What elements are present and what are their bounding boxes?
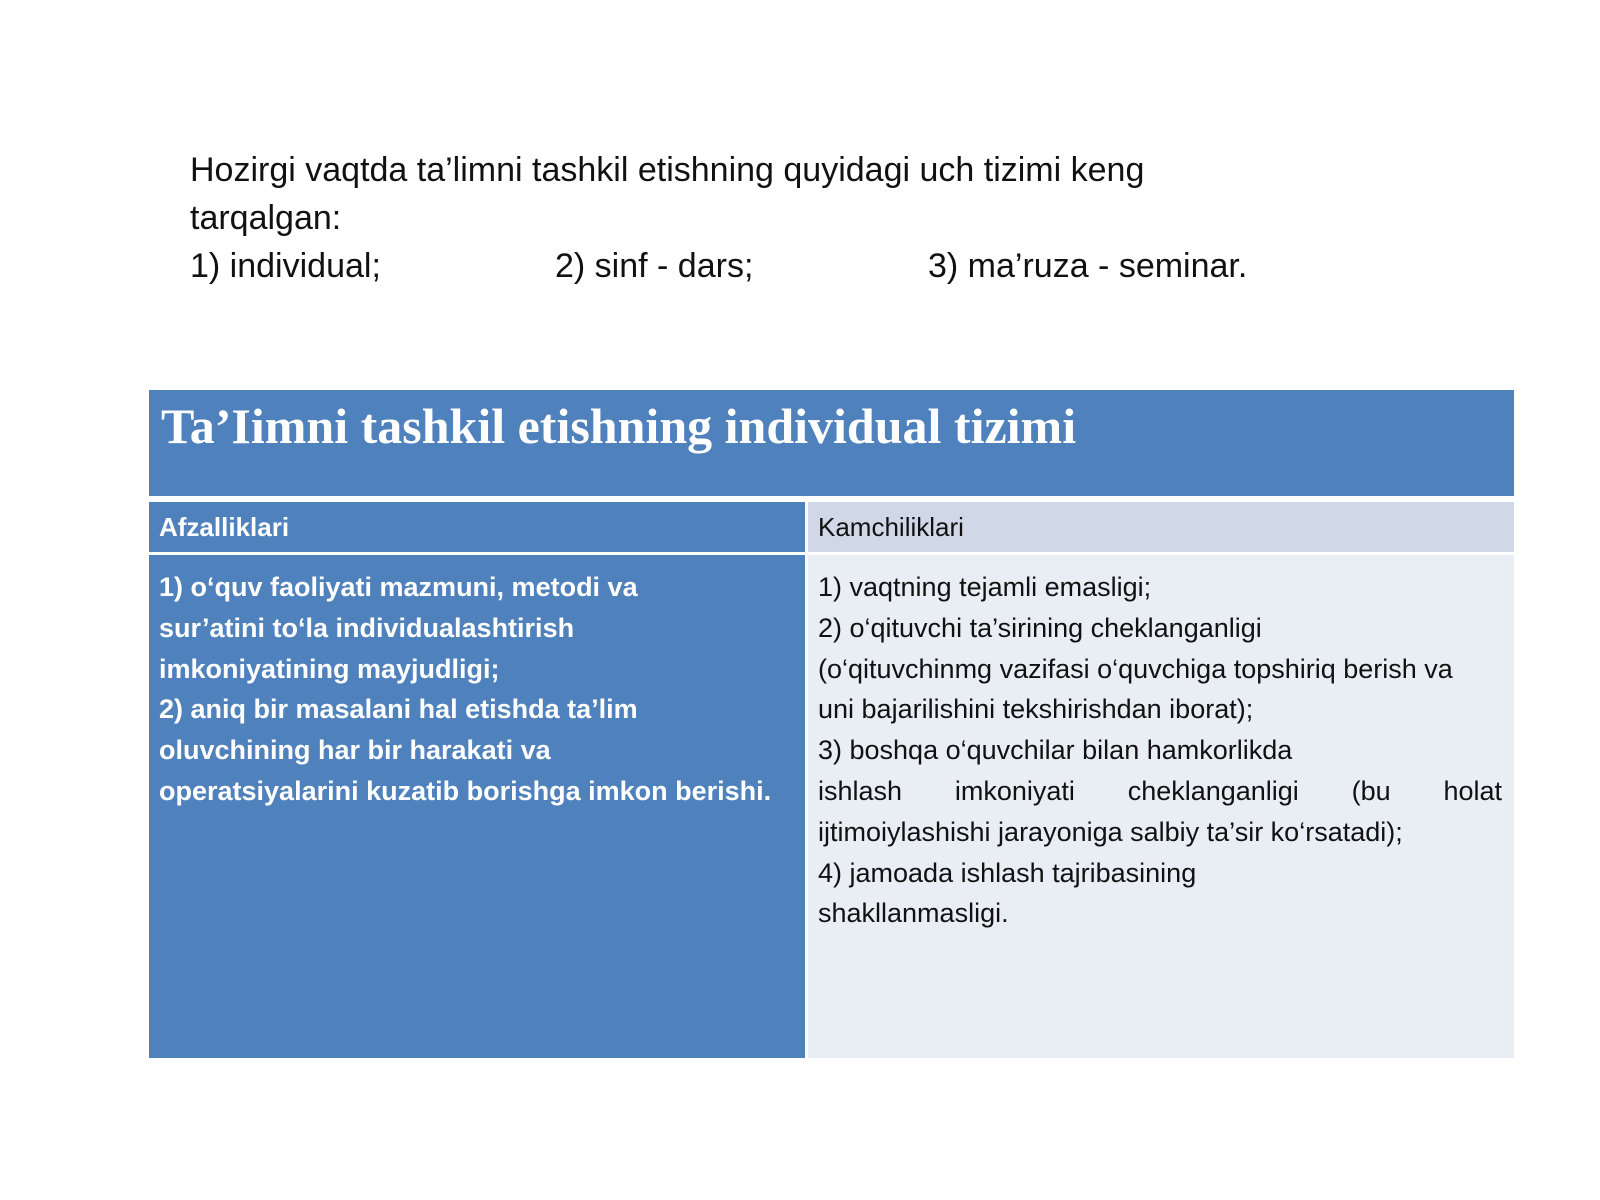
disadvantages-line: 1) vaqtning tejamli emasligi; — [818, 572, 1152, 602]
justified-word: imkoniyati — [954, 775, 1075, 806]
advantages-line: operatsiyalarini kuzatib borishga imkon berishi. — [159, 775, 772, 806]
system-item-class-lesson: 2) sinf - dars; — [555, 247, 754, 285]
disadvantages-header: Kamchiliklari — [818, 512, 964, 542]
justified-word: (bu — [1351, 775, 1391, 806]
system-item-lecture-seminar: 3) ma’ruza - seminar. — [928, 247, 1248, 285]
table-title: Ta’Iimni tashkil etishning individual tizimi — [161, 398, 1077, 454]
disadvantages-line: ijtimoiylashishi jarayoniga salbiy ta’sir ko‘rsatadi); — [818, 816, 1403, 847]
intro-line-1: Hozirgi vaqtda ta’limni tashkil etishning quyidagi uch tizimi keng — [190, 151, 1145, 189]
advantages-line: imkoniyatining mayjudligi; — [159, 653, 500, 684]
disadvantages-line: uni bajarilishini tekshirishdan iborat); — [818, 694, 1254, 725]
justified-word: ishlash — [818, 775, 903, 806]
systems-list — [190, 242, 1340, 290]
table-title-cell — [149, 390, 1514, 496]
advantages-line: 1) o‘quv faoliyati mazmuni, metodi va — [159, 572, 638, 602]
disadvantages-line-justified — [818, 771, 1502, 812]
advantages-cell — [149, 555, 805, 1058]
advantages-line: 2) aniq bir masalani hal etishda ta’lim — [159, 694, 638, 725]
advantages-line: sur’atini to‘la individualashtirish — [159, 612, 575, 643]
disadvantages-cell — [808, 555, 1514, 1058]
justified-word: holat — [1443, 775, 1502, 806]
disadvantages-line: 2) o‘qituvchi ta’sirining cheklanganligi — [818, 612, 1262, 643]
advantages-header: Afzalliklari — [159, 512, 290, 542]
disadvantages-line: 4) jamoada ishlash tajribasining — [818, 857, 1197, 888]
justified-word: cheklanganligi — [1127, 775, 1299, 806]
disadvantages-line: 3) boshqa o‘quvchilar bilan hamkorlikda — [818, 735, 1293, 766]
intro-text — [190, 146, 1340, 290]
advantages-line: oluvchining har bir harakati va — [159, 735, 551, 766]
advantages-header-cell — [149, 502, 805, 552]
disadvantages-line: (o‘qituvchinmg vazifasi o‘quvchiga topshiriq berish va — [818, 653, 1453, 684]
disadvantages-header-cell — [808, 502, 1514, 552]
disadvantages-line: shakllanmasligi. — [818, 898, 1009, 929]
disadvantages-list — [818, 567, 1502, 934]
individual-system-table — [149, 390, 1514, 1058]
system-item-individual: 1) individual; — [190, 247, 381, 285]
intro-line-2: tarqalgan: — [190, 199, 342, 237]
advantages-list — [159, 567, 799, 812]
